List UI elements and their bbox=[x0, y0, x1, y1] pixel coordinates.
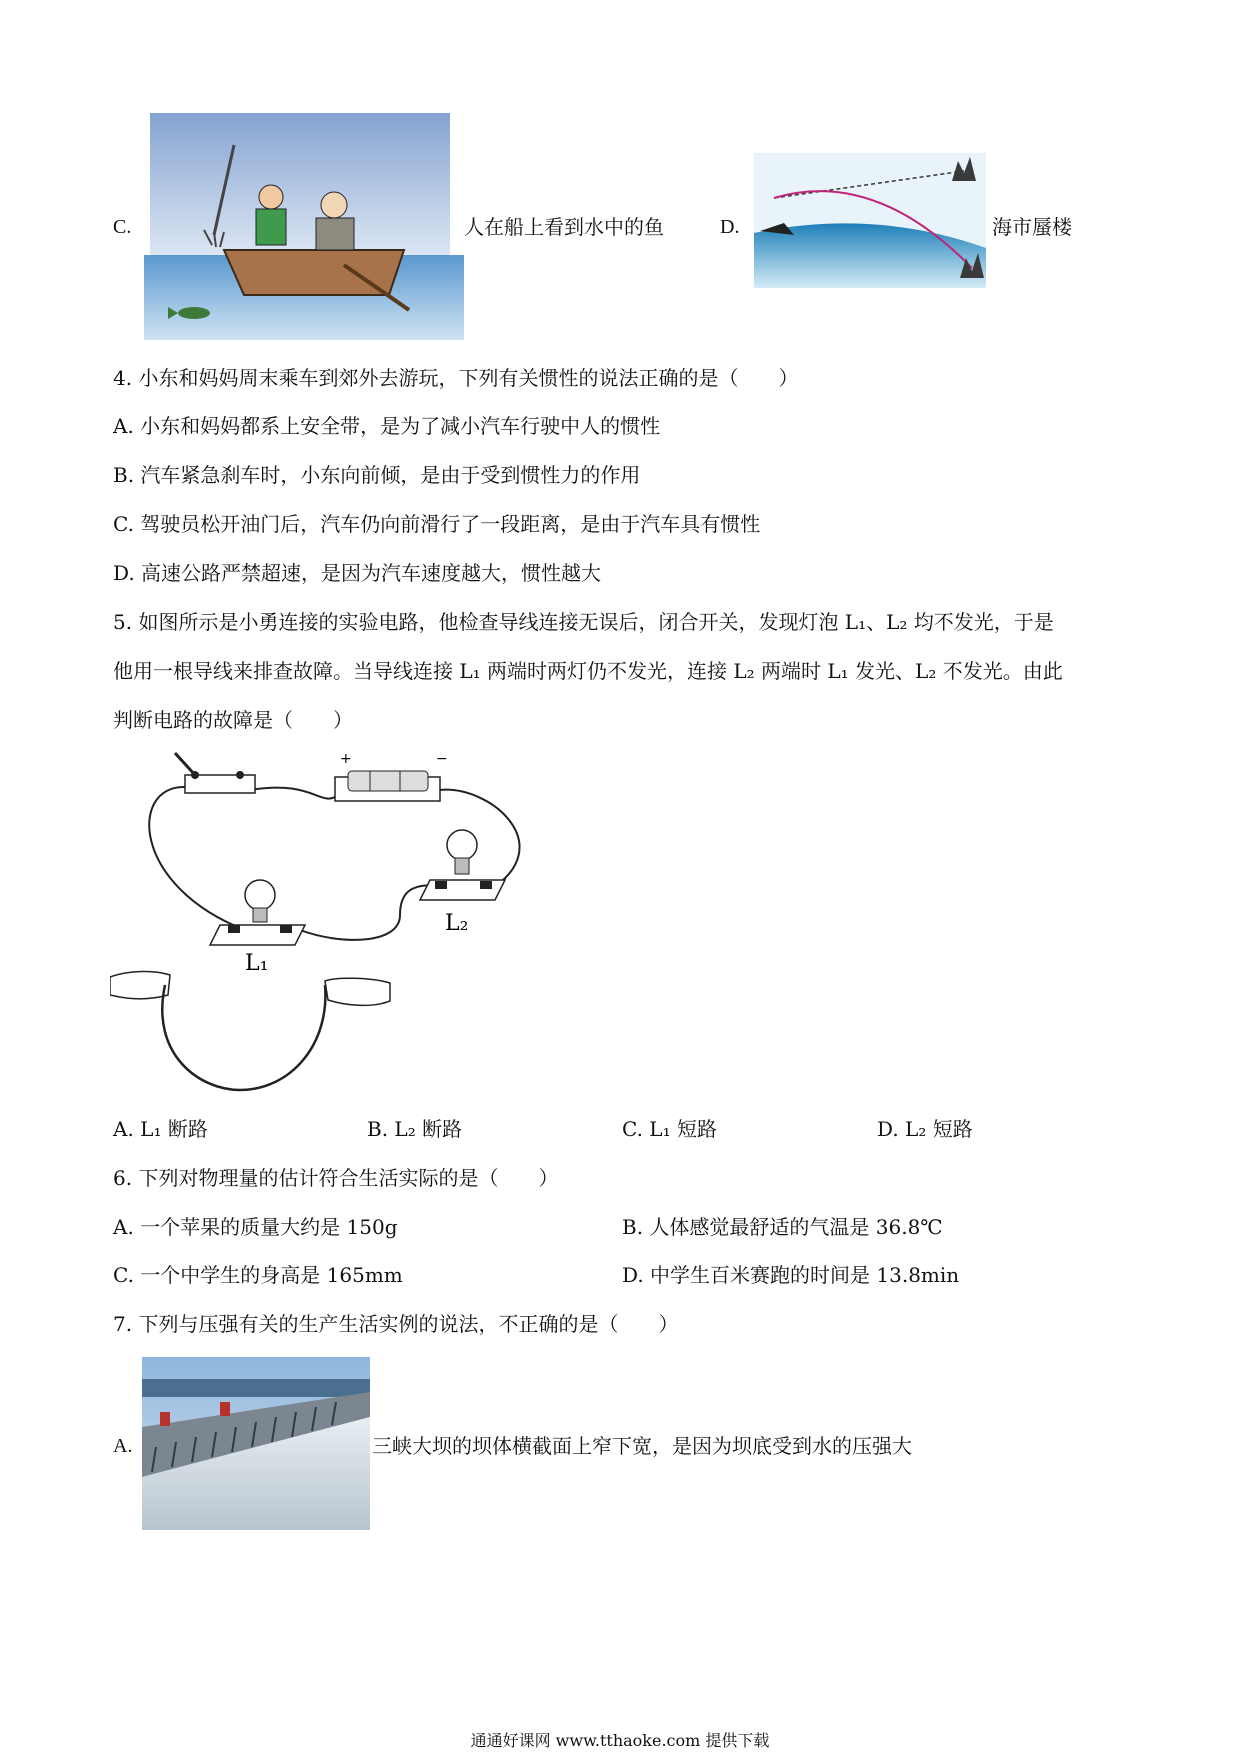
question-7-stem: 7. 下列与压强有关的生产生活实例的说法，不正确的是（ ） bbox=[113, 1312, 679, 1336]
boat-fish-image bbox=[144, 105, 464, 340]
question-5-stem-line-3: 判断电路的故障是（ ） bbox=[113, 708, 353, 732]
question-4-option-a: A. 小东和妈妈都系上安全带，是为了减小汽车行驶中人的惯性 bbox=[113, 414, 661, 438]
question-4-option-b: B. 汽车紧急刹车时，小东向前倾，是由于受到惯性力的作用 bbox=[113, 463, 641, 487]
question-7-option-a-text: 三峡大坝的坝体横截面上窄下宽，是因为坝底受到水的压强大 bbox=[372, 1434, 912, 1458]
question-6-option-b: B. 人体感觉最舒适的气温是 36.8℃ bbox=[622, 1215, 943, 1239]
mirage-image bbox=[754, 153, 986, 288]
question-5-option-c: C. L₁ 短路 bbox=[622, 1117, 717, 1141]
question-5-stem-line-1: 5. 如图所示是小勇连接的实验电路，他检查导线连接无误后，闭合开关，发现灯泡 L₁、L₂ 均不发光，于是 bbox=[113, 610, 1054, 634]
question-6-option-c: C. 一个中学生的身高是 165mm bbox=[113, 1263, 403, 1287]
page-footer: 通通好课网 www.tthaoke.com 提供下载 bbox=[470, 1731, 770, 1750]
option-c-label: C. bbox=[113, 216, 132, 238]
battery-minus-label: − bbox=[436, 751, 448, 767]
hand-left-icon bbox=[110, 971, 170, 998]
bulb-l2-icon bbox=[420, 830, 505, 900]
question-6-stem: 6. 下列对物理量的估计符合生活实际的是（ ） bbox=[113, 1166, 559, 1190]
question-4-option-c: C. 驾驶员松开油门后，汽车仍向前滑行了一段距离，是由于汽车具有惯性 bbox=[113, 512, 761, 536]
battery-icon bbox=[335, 771, 440, 801]
question-4-option-d: D. 高速公路严禁超速，是因为汽车速度越大，惯性越大 bbox=[113, 561, 602, 585]
option-d-label: D. bbox=[720, 216, 740, 238]
hand-right-icon bbox=[325, 978, 390, 1005]
bulb-l1-label: L₁ bbox=[245, 951, 269, 976]
option-d-text: 海市蜃楼 bbox=[992, 215, 1072, 239]
question-7-option-a-label: A. bbox=[113, 1435, 133, 1457]
switch-icon bbox=[175, 753, 255, 793]
battery-plus-label: + bbox=[340, 751, 352, 767]
circuit-diagram bbox=[110, 745, 530, 1105]
test-wire bbox=[162, 985, 325, 1090]
question-5-option-a: A. L₁ 断路 bbox=[113, 1117, 208, 1141]
option-c-text: 人在船上看到水中的鱼 bbox=[464, 215, 664, 239]
bulb-l1-icon bbox=[210, 880, 305, 945]
question-4-stem: 4. 小东和妈妈周末乘车到郊外去游玩，下列有关惯性的说法正确的是（ ） bbox=[113, 366, 799, 390]
question-6-option-d: D. 中学生百米赛跑的时间是 13.8min bbox=[622, 1263, 960, 1287]
question-6-option-a: A. 一个苹果的质量大约是 150g bbox=[113, 1215, 398, 1239]
question-5-stem-line-2: 他用一根导线来排查故障。当导线连接 L₁ 两端时两灯仍不发光，连接 L₂ 两端时 L₁ 发光、L₂ 不发光。由此 bbox=[113, 659, 1063, 683]
question-5-option-d: D. L₂ 短路 bbox=[877, 1117, 973, 1141]
question-5-option-b: B. L₂ 断路 bbox=[367, 1117, 463, 1141]
three-gorges-dam-image bbox=[142, 1357, 370, 1530]
bulb-l2-label: L₂ bbox=[445, 911, 469, 936]
